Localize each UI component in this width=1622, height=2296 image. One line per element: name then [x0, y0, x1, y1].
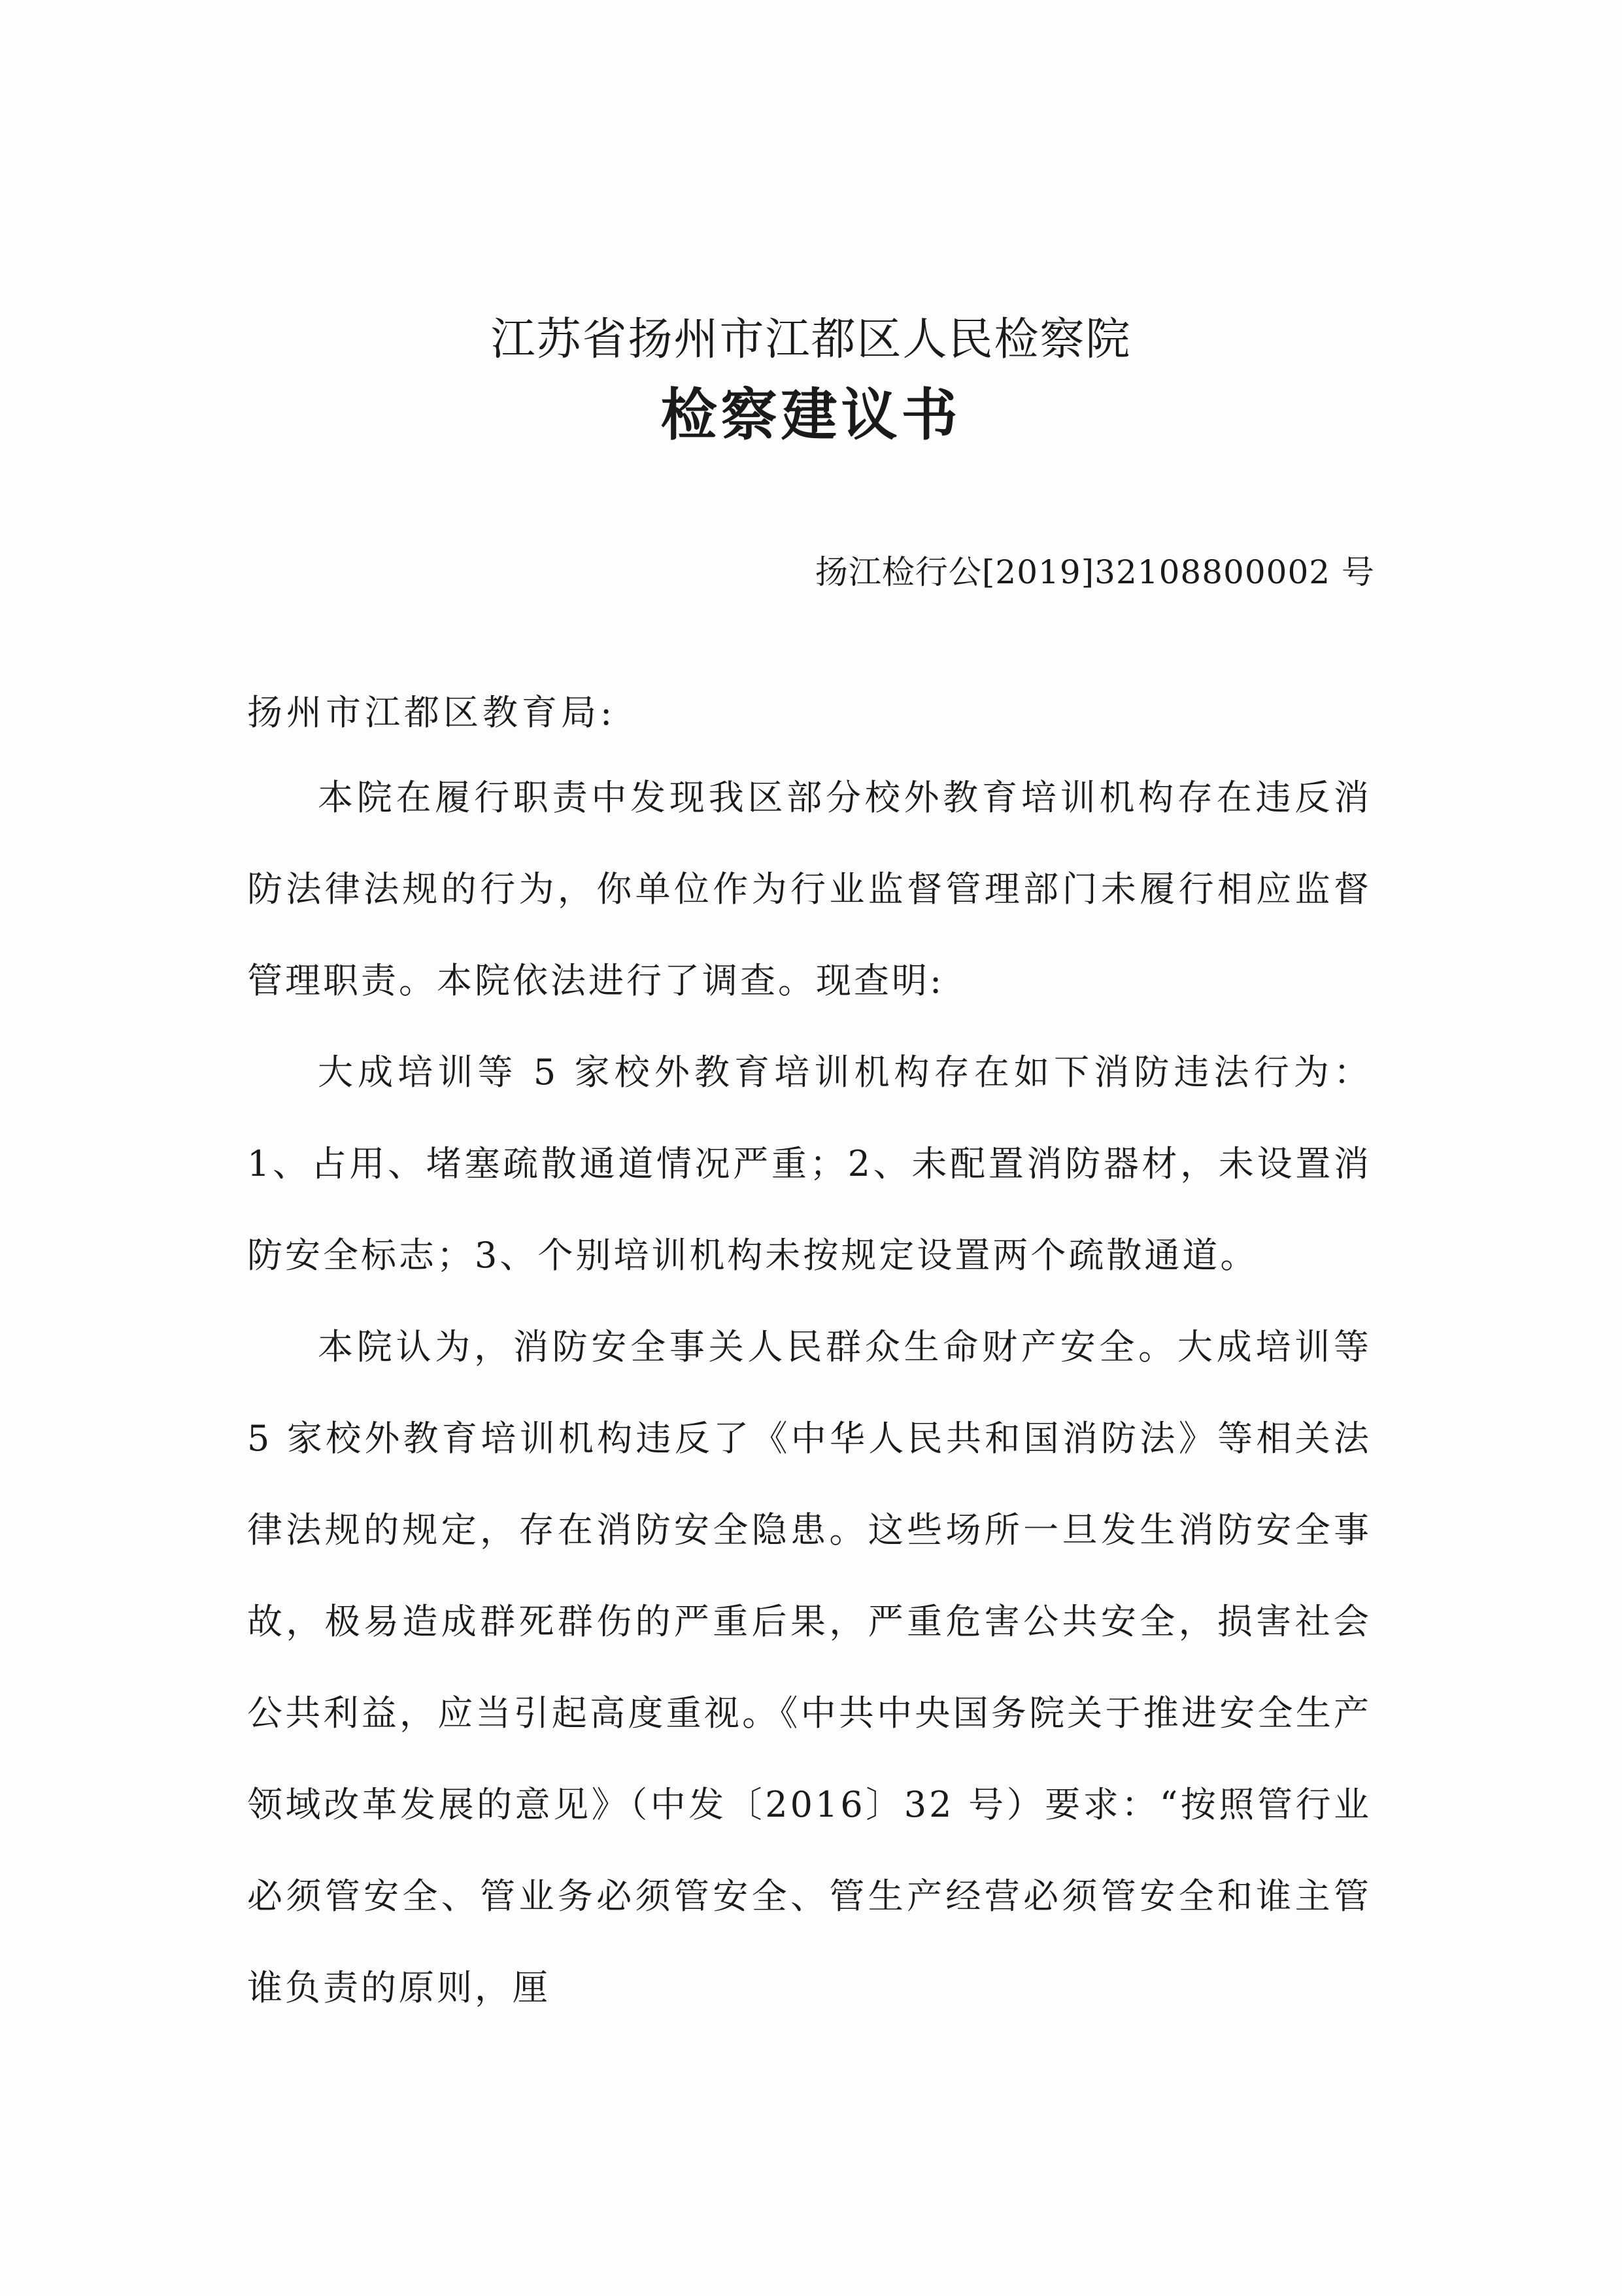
document-body	[247, 752, 1372, 2034]
document-title: 检察建议书	[660, 383, 962, 448]
paragraph: 大成培训等 5 家校外教育培训机构存在如下消防违法行为：1、占用、堵塞疏散通道情况严重；2、未配置消防器材，未设置消防安全标志；3、个别培训机构未按规定设置两个疏散通道。	[247, 1052, 1372, 1276]
paragraph: 本院在履行职责中发现我区部分校外教育培训机构存在违反消防法律法规的行为，你单位作为行业监督管理部门未履行相应监督管理职责。本院依法进行了调查。现查明:	[247, 777, 1372, 1001]
recipient: 扬州市江都区教育局:	[247, 692, 617, 733]
paragraph: 本院认为，消防安全事关人民群众生命财产安全。大成培训等 5 家校外教育培训机构违反了《中华人民共和国消防法》等相关法律法规的规定，存在消防安全隐患。这些场所一旦发生消防安全事故，极易造成群死群伤的严重后果，严重危害公共安全，损害社会公共利益，应当引起高度重视。《中共中央国务院关于推进安全生产领域改革发展的意见》（中发〔2016〕32 号）要求：“按照管行业必须管安全、管业务必须管安全、管生产经营必须管安全和谁主管谁负责的原则，厘	[247, 1326, 1372, 2008]
document-number: 扬江检行公[2019]32108800002 号	[815, 553, 1375, 591]
organization-title: 江苏省扬州市江都区人民检察院	[490, 314, 1132, 366]
